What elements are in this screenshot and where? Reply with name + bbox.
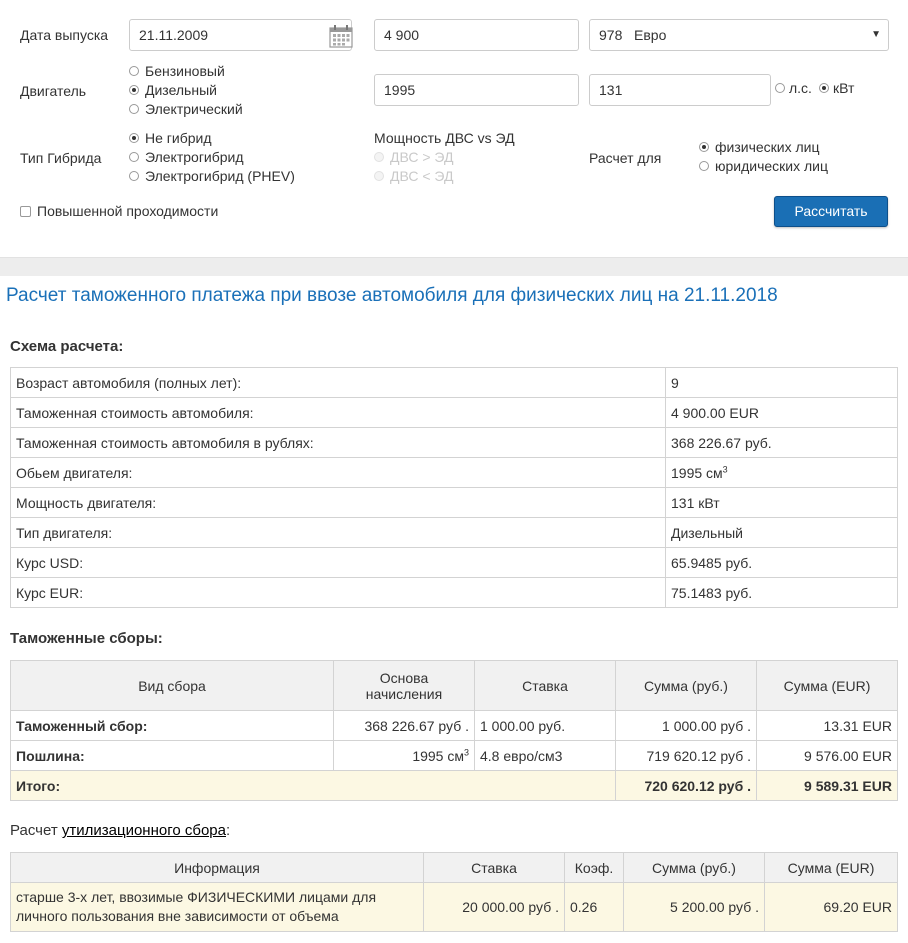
fee-name: Пошлина: [11,741,334,771]
col-header: Сумма (руб.) [616,661,757,711]
recycling-header-row [11,853,898,883]
scheme-value [666,548,898,578]
offroad-checkbox-label: Повышенной проходимости [37,203,219,219]
radio-icon[interactable] [775,83,785,93]
calc-for-option-label: физических лиц [715,139,820,155]
fee-base: 368 226.67 руб . [334,711,475,741]
fees-title: Таможенные сборы: [10,630,163,647]
engine-option-diesel[interactable] [129,82,217,98]
scheme-label: Тип двигателя: [11,518,666,548]
scheme-value [666,458,898,488]
power-unit-label: л.с. [789,80,812,96]
recycling-title-prefix: Расчет [10,822,62,839]
table-row [11,488,898,518]
fee-rub: 1 000.00 руб . [616,711,757,741]
table-row [11,578,898,608]
hybrid-option-none[interactable] [129,130,212,146]
engine-option-petrol[interactable] [129,63,225,79]
radio-icon[interactable] [699,142,709,152]
scheme-value-text: 368 226.67 руб. [671,434,772,451]
power-compare-option-label: ДВС < ЭД [390,168,454,184]
recycling-rub: 5 200.00 руб . [624,883,765,932]
power-compare-option-ice[interactable] [374,149,454,165]
table-row [11,518,898,548]
radio-icon[interactable] [699,161,709,171]
scheme-value-text: 65.9485 руб. [671,554,753,571]
power-unit-kw[interactable] [819,80,854,96]
calc-for-label: Расчет для [589,150,662,166]
scheme-value [666,488,898,518]
fee-name: Таможенный сбор: [11,711,334,741]
engine-option-label: Дизельный [145,82,217,98]
scheme-value [666,578,898,608]
radio-icon[interactable] [129,85,139,95]
table-row [11,398,898,428]
calendar-icon[interactable] [329,24,353,48]
total-eur: 9 589.31 EUR [757,771,898,801]
radio-icon[interactable] [129,133,139,143]
fees-header-row [11,661,898,711]
fee-base-value: 1995 см [412,747,464,764]
superscript: 3 [463,746,469,757]
col-header: Основа начисления [334,661,475,711]
engine-option-label: Бензиновый [145,63,225,79]
engine-power-input[interactable]: 131 [589,74,771,106]
scheme-title: Схема расчета: [10,338,124,355]
hybrid-option-label: Электрогибрид (PHEV) [145,168,295,184]
scheme-value [666,398,898,428]
power-unit-label: кВт [833,80,855,96]
radio-icon[interactable] [129,152,139,162]
recycling-title-suffix: : [225,822,231,839]
scheme-value-text: 131 кВт [671,494,720,511]
table-row [11,428,898,458]
col-header: Коэф. [565,853,624,883]
scheme-value-text: 1995 см [671,464,723,481]
scheme-label: Таможенная стоимость автомобиля в рублях: [11,428,666,458]
table-row [11,741,898,771]
radio-icon[interactable] [129,171,139,181]
hybrid-label: Тип Гибрида [20,150,102,166]
select-arrow-icon: ▼ [871,29,881,40]
fee-base [334,741,475,771]
hybrid-option-label: Электрогибрид [145,149,244,165]
result-title: Расчет таможенного платежа при ввозе автомобиля для физических лиц на 21.11.2018 [6,285,778,306]
col-header: Сумма (руб.) [624,853,765,883]
power-compare-label: Мощность ДВС vs ЭД [374,130,515,146]
recycling-table [10,852,898,932]
recycling-coef: 0.26 [565,883,624,932]
superscript: 3 [722,463,728,474]
date-label: Дата выпуска [20,27,109,43]
table-row [11,458,898,488]
fees-table [10,660,898,801]
radio-icon[interactable] [819,83,829,93]
hybrid-option-hybrid[interactable] [129,149,244,165]
table-row [11,883,898,932]
currency-select[interactable] [589,19,889,51]
calc-for-option-label: юридических лиц [715,158,829,174]
scheme-table [10,367,898,608]
scheme-label: Таможенная стоимость автомобиля: [11,398,666,428]
radio-icon[interactable] [374,152,384,162]
power-compare-option-label: ДВС > ЭД [390,149,454,165]
scheme-value-text: Дизельный [671,524,743,541]
engine-volume-input[interactable]: 1995 [374,74,579,106]
col-header: Ставка [424,853,565,883]
recycling-title [10,822,230,839]
engine-option-label: Электрический [145,101,243,117]
total-rub: 720 620.12 руб . [616,771,757,801]
radio-icon[interactable] [129,104,139,114]
col-header: Вид сбора [11,661,334,711]
table-row [11,548,898,578]
scheme-label: Возраст автомобиля (полных лет): [11,368,666,398]
scheme-label: Курс EUR: [11,578,666,608]
calc-for-individuals[interactable] [699,139,820,155]
release-date-input[interactable]: 21.11.2009 [129,19,352,51]
table-row [11,368,898,398]
scheme-value-text: 9 [671,374,679,391]
scheme-value-text: 4 900.00 EUR [671,404,759,421]
engine-label: Двигатель [20,83,87,99]
scheme-value [666,518,898,548]
calc-for-legal[interactable] [699,158,828,174]
offroad-checkbox[interactable] [20,203,218,219]
engine-option-electric[interactable] [129,101,243,117]
section-divider [0,257,908,276]
fee-rub: 719 620.12 руб . [616,741,757,771]
col-header: Информация [11,853,424,883]
scheme-value [666,368,898,398]
checkbox-icon[interactable] [20,206,31,217]
recycling-rate: 20 000.00 руб . [424,883,565,932]
recycling-fee-link[interactable]: утилизационного сбора [61,822,226,839]
total-label: Итого: [11,771,616,801]
scheme-value-text: 75.1483 руб. [671,584,753,601]
total-row [11,771,898,801]
scheme-label: Мощность двигателя: [11,488,666,518]
calculate-button[interactable]: Рассчитать [774,196,888,227]
power-unit-hp[interactable] [775,80,812,96]
currency-select-value: 978 Евро [599,27,667,43]
scheme-value [666,428,898,458]
recycling-eur: 69.20 EUR [765,883,898,932]
recycling-info: старше 3-х лет, ввозимые ФИЗИЧЕСКИМИ лицами для личного пользования вне зависимости от объема [11,883,424,932]
power-compare-option-electric[interactable] [374,168,454,184]
table-row [11,711,898,741]
radio-icon[interactable] [374,171,384,181]
col-header: Сумма (EUR) [765,853,898,883]
scheme-label: Обьем двигателя: [11,458,666,488]
radio-icon[interactable] [129,66,139,76]
fee-eur: 13.31 EUR [757,711,898,741]
fee-eur: 9 576.00 EUR [757,741,898,771]
fee-rate: 4.8 евро/см3 [475,741,616,771]
hybrid-option-label: Не гибрид [145,130,212,146]
hybrid-option-phev[interactable] [129,168,295,184]
col-header: Сумма (EUR) [757,661,898,711]
col-header: Ставка [475,661,616,711]
fee-rate: 1 000.00 руб. [475,711,616,741]
price-input[interactable]: 4 900 [374,19,579,51]
scheme-label: Курс USD: [11,548,666,578]
